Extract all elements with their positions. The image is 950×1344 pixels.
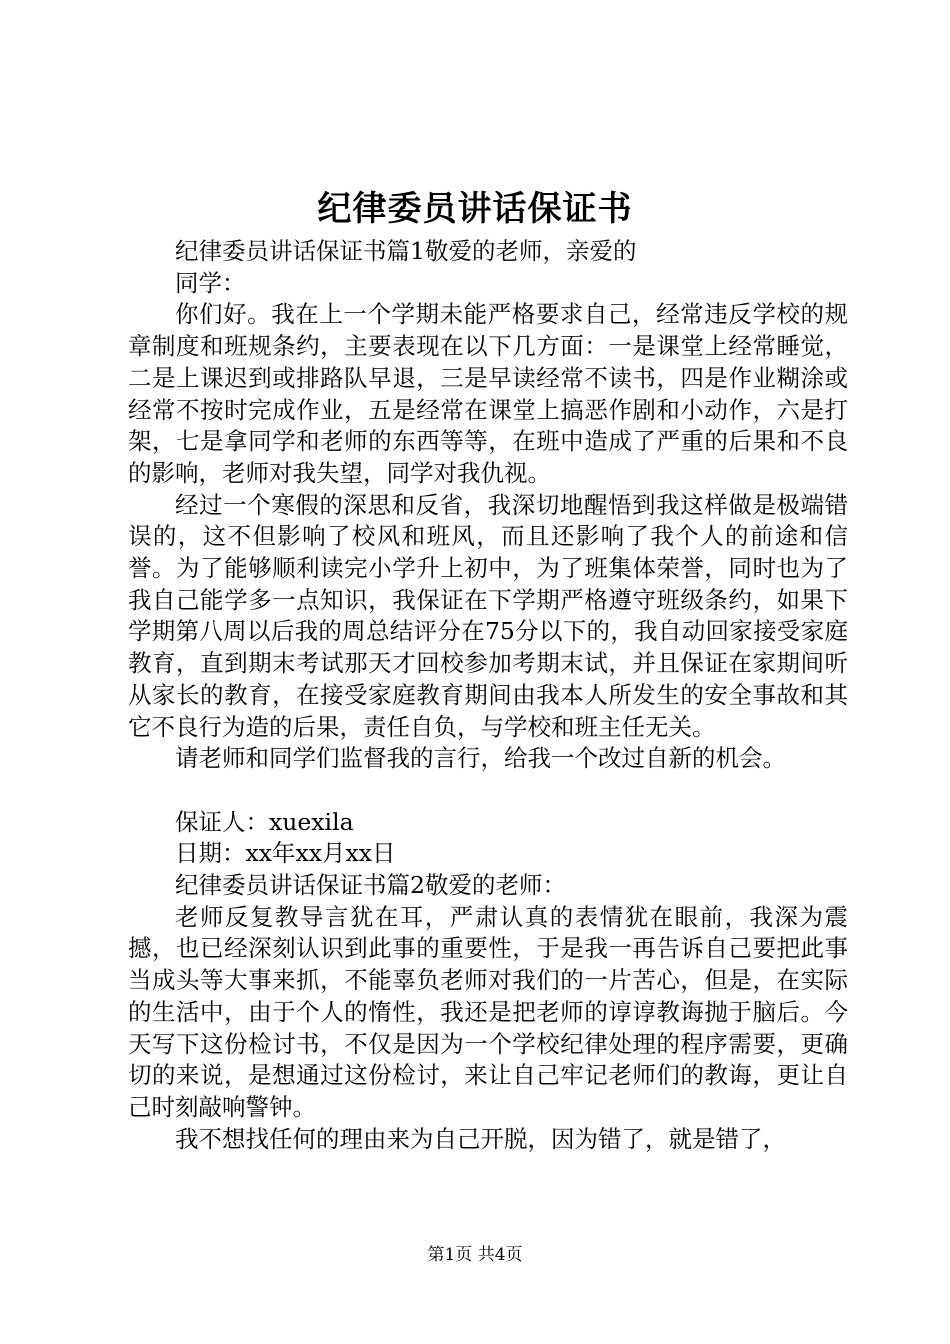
paragraph-body: 经过一个寒假的深思和反省，我深切地醒悟到我这样做是极端错误的，这不但影响了校风和班风，而且还影响了我个人的前途和信誉。为了能够顺利读完小学升上初中，为了班集体荣誉，同时也为了我自己能学多一点知识，我保证在下学期严格遵守班级条约，如果下学期第八周以后我的周总结评分在75分以下的，我自动回家接受家庭教育，直到期末考试那天才回校参加考期末试，并且保证在家期间听从家长的教育，在接受家庭教育期间由我本人所发生的安全事故和其它不良行为造的后果，责任自负，与学校和班主任无关。 [128,490,848,741]
paragraph-heading-part1: 纪律委员讲话保证书篇1敬爱的老师，亲爱的 [175,237,637,265]
paragraph-body: 老师反复教导言犹在耳，严肃认真的表情犹在眼前，我深为震撼，也已经深刻认识到此事的重要性，于是我一再告诉自己要把此事当成头等大事来抓，不能辜负老师对我们的一片苦心，但是，在实际的生活中，由于个人的惰性，我还是把老师的谆谆教诲抛于脑后。今天写下这份检讨书，不仅是因为一个学校纪律处理的程序需要，更确切的来说，是想通过这份检讨，来让自己牢记老师们的教诲，更让自己时刻敲响警钟。 [128,902,848,1121]
signature-line: 保证人：xuexila [175,807,354,836]
date-line: 日期：xx年xx月xx日 [175,839,396,868]
page-footer: 第1页 共4页 [427,1245,523,1265]
paragraph-body: 我不想找任何的理由来为自己开脱，因为错了，就是错了， [175,1124,786,1153]
blank-line [128,775,848,807]
paragraph-body: 你们好。我在上一个学期未能严格要求自己，经常违反学校的规章制度和班规条约，主要表现在以下几方面：一是课堂上经常睡觉，二是上课迟到或排路队早退，三是早读经常不读书，四是作业糊涂或经常不按时完成作业，五是经常在课堂上搞恶作剧和小动作，六是打架，七是拿同学和老师的东西等等，在班中造成了严重的后果和不良的影响，老师对我失望，同学对我仇视。 [128,300,848,487]
document-body [128,236,848,1155]
paragraph-heading-part2: 纪律委员讲话保证书篇2敬爱的老师： [175,871,566,900]
page-title: 纪律委员讲话保证书 [317,189,633,229]
paragraph-body: 请老师和同学们监督我的言行，给我一个改过自新的机会。 [175,744,786,773]
paragraph-salutation: 同学： [175,268,246,297]
